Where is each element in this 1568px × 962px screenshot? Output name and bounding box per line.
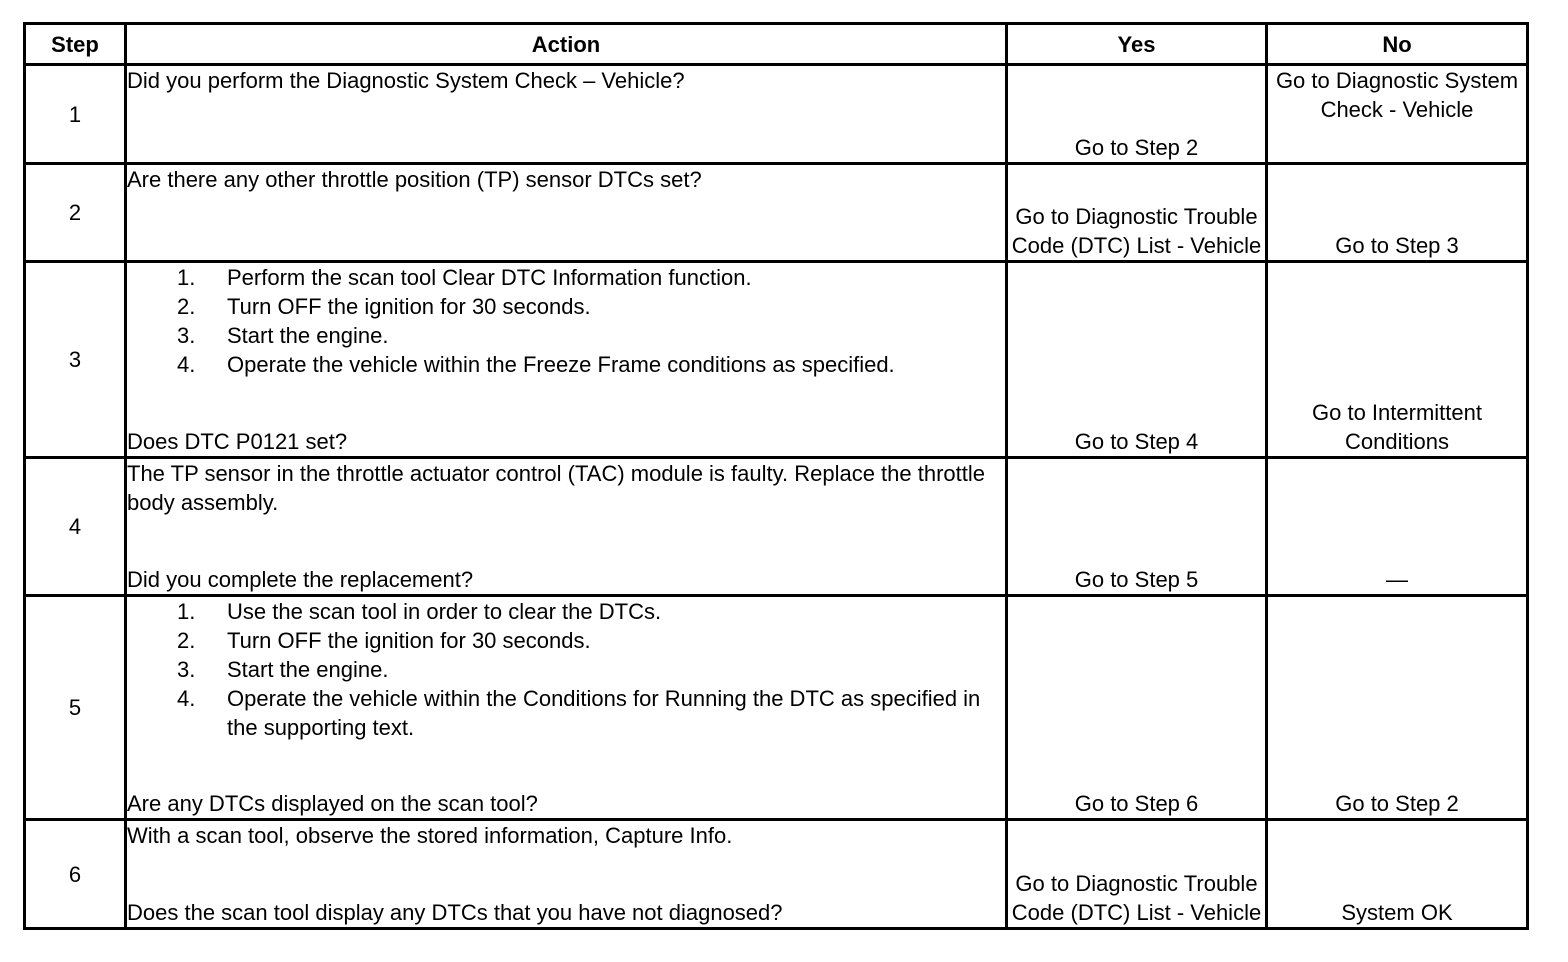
step-number: 2 bbox=[25, 164, 126, 262]
step-number: 5 bbox=[25, 596, 126, 820]
list-number: 2. bbox=[177, 294, 196, 319]
list-number: 3. bbox=[177, 657, 196, 682]
action-question: Does DTC P0121 set? bbox=[127, 429, 348, 454]
list-text: Perform the scan tool Clear DTC Information function. bbox=[227, 265, 752, 290]
action-text: The TP sensor in the throttle actuator control (TAC) module is faulty. Replace the throttle body assembly. bbox=[127, 461, 985, 515]
action-cell bbox=[126, 262, 1007, 458]
table-row bbox=[25, 164, 1528, 262]
list-number: 1. bbox=[177, 265, 196, 290]
procedure-list bbox=[127, 263, 1005, 379]
table-row bbox=[25, 458, 1528, 596]
no-cell: Go to Intermittent Conditions bbox=[1267, 262, 1528, 458]
step-number: 4 bbox=[25, 458, 126, 596]
header-yes: Yes bbox=[1007, 24, 1267, 65]
list-item bbox=[177, 350, 1005, 379]
no-cell: Go to Step 3 bbox=[1267, 164, 1528, 262]
header-action: Action bbox=[126, 24, 1007, 65]
yes-cell: Go to Step 5 bbox=[1007, 458, 1267, 596]
header-no: No bbox=[1267, 24, 1528, 65]
header-step: Step bbox=[25, 24, 126, 65]
action-cell bbox=[126, 65, 1007, 164]
no-cell: System OK bbox=[1267, 820, 1528, 929]
table-row bbox=[25, 262, 1528, 458]
list-item bbox=[177, 292, 1005, 321]
header-row bbox=[25, 24, 1528, 65]
no-cell: Go to Step 2 bbox=[1267, 596, 1528, 820]
list-number: 2. bbox=[177, 628, 196, 653]
list-text: Turn OFF the ignition for 30 seconds. bbox=[227, 628, 591, 653]
table-row bbox=[25, 596, 1528, 820]
action-question: Does the scan tool display any DTCs that you have not diagnosed? bbox=[127, 900, 783, 925]
yes-cell: Go to Step 6 bbox=[1007, 596, 1267, 820]
no-cell: — bbox=[1267, 458, 1528, 596]
list-item bbox=[177, 321, 1005, 350]
no-cell: Go to Diagnostic System Check - Vehicle bbox=[1267, 65, 1528, 164]
list-text: Operate the vehicle within the Conditions for Running the DTC as specified in the supporting text. bbox=[227, 686, 981, 740]
table-row bbox=[25, 65, 1528, 164]
list-item bbox=[177, 655, 1005, 684]
action-cell bbox=[126, 596, 1007, 820]
yes-cell: Go to Diagnostic Trouble Code (DTC) List - Vehicle bbox=[1007, 164, 1267, 262]
action-question: Did you complete the replacement? bbox=[127, 567, 474, 592]
list-number: 4. bbox=[177, 352, 196, 377]
list-text: Turn OFF the ignition for 30 seconds. bbox=[227, 294, 591, 319]
list-item bbox=[177, 597, 1005, 626]
diagnostic-table bbox=[23, 22, 1529, 930]
list-text: Start the engine. bbox=[227, 657, 389, 682]
step-number: 1 bbox=[25, 65, 126, 164]
action-text: With a scan tool, observe the stored information, Capture Info. bbox=[127, 823, 733, 848]
yes-cell: Go to Step 4 bbox=[1007, 262, 1267, 458]
action-cell bbox=[126, 458, 1007, 596]
list-item bbox=[177, 684, 1005, 742]
list-item bbox=[177, 626, 1005, 655]
action-question: Are any DTCs displayed on the scan tool? bbox=[127, 791, 538, 816]
yes-cell: Go to Diagnostic Trouble Code (DTC) List - Vehicle bbox=[1007, 820, 1267, 929]
list-text: Start the engine. bbox=[227, 323, 389, 348]
list-number: 1. bbox=[177, 599, 196, 624]
list-text: Operate the vehicle within the Freeze Frame conditions as specified. bbox=[227, 352, 895, 377]
step-number: 3 bbox=[25, 262, 126, 458]
step-number: 6 bbox=[25, 820, 126, 929]
action-text: Are there any other throttle position (TP) sensor DTCs set? bbox=[127, 167, 702, 192]
list-number: 3. bbox=[177, 323, 196, 348]
list-item bbox=[177, 263, 1005, 292]
list-text: Use the scan tool in order to clear the DTCs. bbox=[227, 599, 662, 624]
procedure-list bbox=[127, 597, 1005, 742]
action-cell bbox=[126, 820, 1007, 929]
table-row bbox=[25, 820, 1528, 929]
action-cell bbox=[126, 164, 1007, 262]
yes-cell: Go to Step 2 bbox=[1007, 65, 1267, 164]
action-text: Did you perform the Diagnostic System Check – Vehicle? bbox=[127, 68, 685, 93]
list-number: 4. bbox=[177, 686, 196, 711]
